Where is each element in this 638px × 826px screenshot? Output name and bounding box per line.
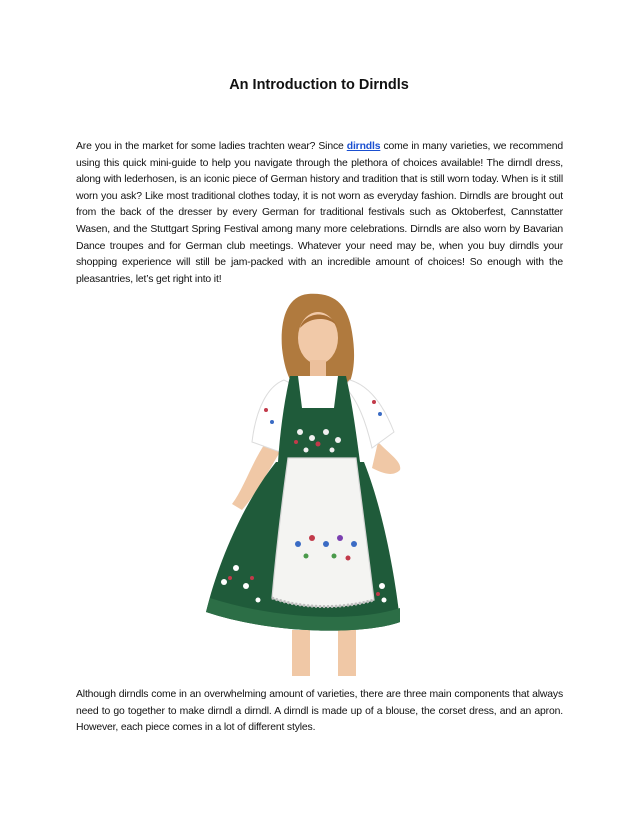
page-title: An Introduction to Dirndls xyxy=(229,77,409,93)
dirndls-link[interactable]: dirndls xyxy=(346,141,381,152)
intro-text-before-link: Are you in the market for some ladies trachten wear? Since xyxy=(76,141,347,152)
right-arm-shape xyxy=(372,442,400,474)
closing-paragraph: Although dirndls come in an overwhelming amount of varieties, there are three main components that always need to go together to make dirndl a dirndl. A dirndl is made up of a blouse, the corset dress, and an apron. However, each piece comes in a lot of different styles. xyxy=(76,689,563,734)
woman-in-dirndl-photo xyxy=(188,282,450,680)
apron-shape xyxy=(272,458,374,607)
left-leg-shape xyxy=(292,630,310,676)
right-leg-shape xyxy=(338,630,356,676)
intro-text-after-link: come in many varieties, we recommend using this quick mini-guide to help you navigate through the plethora of choices available! The dirndl dress, along with lederhosen, is an iconic piece of German history and tradition that is still worn today. When is it still worn you ask? Like most traditional clothes today, it is not worn as everyday fashion. Dirndls are brought out from the back of the dresser by every German for traditional festivals such as Oktoberfest, Cannstatter Wasen, and the Stuttgart Spring Festival among many more celebrations. Dirndls are also worn by Bavarian Dance troupes and for German club meetings. Whatever your need may be, when you buy dirndls your shopping experience will still be jam-packed with an incredible amount of choices! So enough with the pleasantries, let’s get right into it! xyxy=(76,141,563,285)
intro-paragraph xyxy=(76,139,563,288)
